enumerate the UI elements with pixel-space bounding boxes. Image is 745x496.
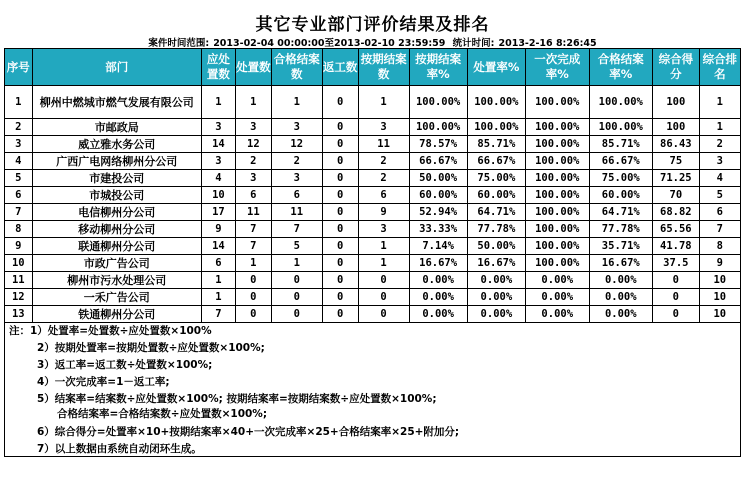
table-cell: 10 — [699, 272, 740, 289]
table-row — [5, 136, 741, 153]
table-cell: 10 — [699, 289, 740, 306]
header-cell: 应处置数 — [201, 49, 235, 86]
table-cell: 100.00% — [525, 119, 589, 136]
table-cell: 1 — [5, 86, 33, 119]
table-cell: 0.00% — [525, 272, 589, 289]
notes-panel — [4, 320, 741, 457]
table-cell: 71.25 — [653, 170, 700, 187]
table-cell: 0.00% — [589, 306, 653, 323]
table-cell: 4 — [5, 153, 33, 170]
table-cell: 3 — [358, 221, 409, 238]
table-cell: 0 — [322, 170, 358, 187]
table-cell: 11 — [358, 136, 409, 153]
table-cell: 100.00% — [525, 221, 589, 238]
table-cell: 3 — [235, 170, 271, 187]
table-cell: 100.00% — [589, 119, 653, 136]
header-cell: 综合排名 — [699, 49, 740, 86]
table-cell: 0 — [235, 306, 271, 323]
table-cell: 0.00% — [467, 306, 525, 323]
table-cell: 1 — [358, 238, 409, 255]
table-row — [5, 86, 741, 119]
table-cell: 85.71% — [467, 136, 525, 153]
table-cell: 9 — [201, 221, 235, 238]
table-cell: 3 — [271, 119, 322, 136]
note-line: 3）返工率=返工数÷处置数×100%; — [37, 359, 213, 371]
table-cell: 100.00% — [409, 119, 467, 136]
table-cell: 3 — [699, 153, 740, 170]
table-cell: 0 — [322, 289, 358, 306]
table-cell: 100 — [653, 86, 700, 119]
department-name-cell: 威立雅水务公司 — [32, 136, 201, 153]
note-line: 5）结案率=结案数÷应处置数×100%; 按期结案率=按期结案数÷应处置数×100%; — [37, 393, 437, 405]
table-cell: 0.00% — [409, 289, 467, 306]
table-cell: 100.00% — [525, 86, 589, 119]
table-cell: 70 — [653, 187, 700, 204]
table-cell: 9 — [699, 255, 740, 272]
table-cell: 100.00% — [525, 170, 589, 187]
table-cell: 3 — [201, 153, 235, 170]
table-cell: 85.71% — [589, 136, 653, 153]
table-cell: 60.00% — [589, 187, 653, 204]
table-cell: 0 — [358, 272, 409, 289]
table-cell: 7 — [235, 221, 271, 238]
table-cell: 65.56 — [653, 221, 700, 238]
table-row — [5, 255, 741, 272]
table-cell: 100 — [653, 119, 700, 136]
table-cell: 0 — [271, 306, 322, 323]
department-name-cell: 市建投公司 — [32, 170, 201, 187]
table-row — [5, 187, 741, 204]
header-cell: 返工数 — [322, 49, 358, 86]
table-row — [5, 272, 741, 289]
header-cell: 按期结案率% — [409, 49, 467, 86]
table-cell: 75 — [653, 153, 700, 170]
header-cell: 处置数 — [235, 49, 271, 86]
table-cell: 7 — [201, 306, 235, 323]
table-cell: 11 — [235, 204, 271, 221]
department-name-cell: 柳州市污水处理公司 — [32, 272, 201, 289]
table-cell: 12 — [235, 136, 271, 153]
table-cell: 12 — [5, 289, 33, 306]
table-cell: 1 — [699, 86, 740, 119]
table-cell: 14 — [201, 136, 235, 153]
table-cell: 16.67% — [467, 255, 525, 272]
note-line: 合格结案率=合格结案数÷应处置数×100%; — [57, 408, 268, 420]
table-cell: 0 — [322, 86, 358, 119]
table-cell: 100.00% — [525, 136, 589, 153]
table-cell: 0.00% — [409, 306, 467, 323]
table-cell: 5 — [5, 170, 33, 187]
table-cell: 2 — [358, 153, 409, 170]
table-cell: 1 — [699, 119, 740, 136]
table-cell: 5 — [271, 238, 322, 255]
range-label: 案件时间范围: — [148, 38, 210, 49]
table-cell: 0.00% — [589, 289, 653, 306]
table-cell: 0 — [358, 306, 409, 323]
header-cell: 一次完成率% — [525, 49, 589, 86]
table-cell: 0 — [322, 221, 358, 238]
table-cell: 33.33% — [409, 221, 467, 238]
table-cell: 50.00% — [467, 238, 525, 255]
table-cell: 50.00% — [409, 170, 467, 187]
table-cell: 6 — [5, 187, 33, 204]
table-cell: 7 — [5, 204, 33, 221]
table-cell: 100.00% — [467, 119, 525, 136]
table-cell: 6 — [201, 255, 235, 272]
table-cell: 3 — [5, 136, 33, 153]
table-cell: 0 — [271, 272, 322, 289]
table-cell: 100.00% — [409, 86, 467, 119]
table-cell: 1 — [358, 255, 409, 272]
table-cell: 4 — [201, 170, 235, 187]
note-line: 6）综合得分=处置率×10+按期结案率×40+一次完成率×25+合格结案率×25+附加分; — [37, 426, 460, 438]
table-cell: 0 — [653, 272, 700, 289]
table-cell: 0 — [653, 289, 700, 306]
table-cell: 0.00% — [589, 272, 653, 289]
table-cell: 6 — [235, 187, 271, 204]
table-cell: 2 — [699, 136, 740, 153]
table-cell: 3 — [235, 119, 271, 136]
page-title: 其它专业部门评价结果及排名 — [255, 15, 490, 35]
table-cell: 60.00% — [467, 187, 525, 204]
table-cell: 37.5 — [653, 255, 700, 272]
table-cell: 11 — [271, 204, 322, 221]
range-value: 2013-02-04 00:00:00至2013-02-10 23:59:59 — [213, 38, 446, 49]
table-cell: 1 — [201, 289, 235, 306]
table-cell: 12 — [271, 136, 322, 153]
header-cell: 按期结案数 — [358, 49, 409, 86]
table-row — [5, 153, 741, 170]
table-cell: 8 — [5, 221, 33, 238]
table-cell: 1 — [235, 86, 271, 119]
table-cell: 100.00% — [467, 86, 525, 119]
department-name-cell: 市政广告公司 — [32, 255, 201, 272]
table-cell: 10 — [201, 187, 235, 204]
table-cell: 0 — [322, 119, 358, 136]
table-cell: 0 — [322, 306, 358, 323]
header-cell: 合格结案数 — [271, 49, 322, 86]
table-cell: 13 — [5, 306, 33, 323]
department-name-cell: 电信柳州分公司 — [32, 204, 201, 221]
department-name-cell: 广西广电网络柳州分公司 — [32, 153, 201, 170]
table-cell: 75.00% — [589, 170, 653, 187]
table-cell: 10 — [5, 255, 33, 272]
table-cell: 66.67% — [409, 153, 467, 170]
stat-label: 统计时间: — [452, 38, 495, 49]
table-cell: 1 — [271, 86, 322, 119]
table-cell: 9 — [5, 238, 33, 255]
table-cell: 0.00% — [409, 272, 467, 289]
table-header-row — [5, 49, 741, 86]
table-cell: 1 — [201, 86, 235, 119]
table-cell: 0.00% — [467, 289, 525, 306]
table-row — [5, 119, 741, 136]
note-line: 注：1）处置率=处置数÷应处置数×100% — [9, 325, 212, 337]
header-cell: 综合得分 — [653, 49, 700, 86]
table-cell: 6 — [358, 187, 409, 204]
table-cell: 60.00% — [409, 187, 467, 204]
table-cell: 4 — [699, 170, 740, 187]
ranking-table — [4, 48, 741, 323]
note-line: 7）以上数据由系统自动闭环生成。 — [37, 443, 202, 455]
table-cell: 0 — [322, 187, 358, 204]
table-cell: 77.78% — [589, 221, 653, 238]
table-cell: 100.00% — [525, 204, 589, 221]
table-cell: 100.00% — [525, 255, 589, 272]
table-cell: 1 — [358, 86, 409, 119]
note-line: 2）按期处置率=按期处置数÷应处置数×100%; — [37, 342, 265, 354]
table-cell: 0 — [322, 255, 358, 272]
header-cell: 部门 — [32, 49, 201, 86]
table-cell: 52.94% — [409, 204, 467, 221]
table-cell: 7 — [235, 238, 271, 255]
department-name-cell: 铁通柳州分公司 — [32, 306, 201, 323]
table-row — [5, 170, 741, 187]
table-cell: 1 — [235, 255, 271, 272]
table-cell: 0 — [322, 204, 358, 221]
table-cell: 0 — [235, 272, 271, 289]
table-cell: 100.00% — [525, 153, 589, 170]
table-row — [5, 238, 741, 255]
table-cell: 0 — [322, 272, 358, 289]
table-cell: 0.00% — [525, 289, 589, 306]
department-name-cell: 一禾广告公司 — [32, 289, 201, 306]
table-cell: 78.57% — [409, 136, 467, 153]
table-cell: 11 — [5, 272, 33, 289]
department-name-cell: 移动柳州分公司 — [32, 221, 201, 238]
table-cell: 64.71% — [589, 204, 653, 221]
table-row — [5, 204, 741, 221]
table-cell: 17 — [201, 204, 235, 221]
table-cell: 7.14% — [409, 238, 467, 255]
table-cell: 1 — [271, 255, 322, 272]
table-cell: 0 — [235, 289, 271, 306]
table-cell: 6 — [271, 187, 322, 204]
note-line: 4）一次完成率=1－返工率; — [37, 376, 170, 388]
table-cell: 16.67% — [409, 255, 467, 272]
table-cell: 0 — [322, 238, 358, 255]
table-row — [5, 289, 741, 306]
table-cell: 0 — [322, 153, 358, 170]
table-cell: 3 — [358, 119, 409, 136]
table-cell: 100.00% — [525, 187, 589, 204]
table-cell: 2 — [271, 153, 322, 170]
table-cell: 0.00% — [525, 306, 589, 323]
table-cell: 100.00% — [525, 238, 589, 255]
table-cell: 35.71% — [589, 238, 653, 255]
department-name-cell: 柳州中燃城市燃气发展有限公司 — [32, 86, 201, 119]
table-cell: 2 — [358, 170, 409, 187]
table-row — [5, 221, 741, 238]
department-name-cell: 市邮政局 — [32, 119, 201, 136]
table-cell: 6 — [699, 204, 740, 221]
subtitle — [0, 35, 745, 49]
table-cell: 7 — [271, 221, 322, 238]
table-cell: 0 — [271, 289, 322, 306]
table-cell: 64.71% — [467, 204, 525, 221]
table-cell: 0 — [322, 136, 358, 153]
table-cell: 75.00% — [467, 170, 525, 187]
table-cell: 0 — [358, 289, 409, 306]
department-name-cell: 市城投公司 — [32, 187, 201, 204]
table-cell: 41.78 — [653, 238, 700, 255]
department-name-cell: 联通柳州分公司 — [32, 238, 201, 255]
table-cell: 8 — [699, 238, 740, 255]
table-cell: 66.67% — [589, 153, 653, 170]
table-cell: 16.67% — [589, 255, 653, 272]
table-cell: 2 — [5, 119, 33, 136]
header-cell: 处置率% — [467, 49, 525, 86]
table-cell: 0.00% — [467, 272, 525, 289]
stat-value: 2013-2-16 8:26:45 — [498, 38, 597, 49]
header-cell: 序号 — [5, 49, 33, 86]
table-cell: 7 — [699, 221, 740, 238]
table-cell: 100.00% — [589, 86, 653, 119]
table-cell: 86.43 — [653, 136, 700, 153]
table-cell: 14 — [201, 238, 235, 255]
table-cell: 3 — [271, 170, 322, 187]
table-cell: 2 — [235, 153, 271, 170]
table-cell: 1 — [201, 272, 235, 289]
table-cell: 77.78% — [467, 221, 525, 238]
table-cell: 68.82 — [653, 204, 700, 221]
table-cell: 3 — [201, 119, 235, 136]
table-cell: 66.67% — [467, 153, 525, 170]
table-cell: 0 — [653, 306, 700, 323]
header-cell: 合格结案率% — [589, 49, 653, 86]
table-cell: 9 — [358, 204, 409, 221]
table-cell: 5 — [699, 187, 740, 204]
table-cell: 10 — [699, 306, 740, 323]
